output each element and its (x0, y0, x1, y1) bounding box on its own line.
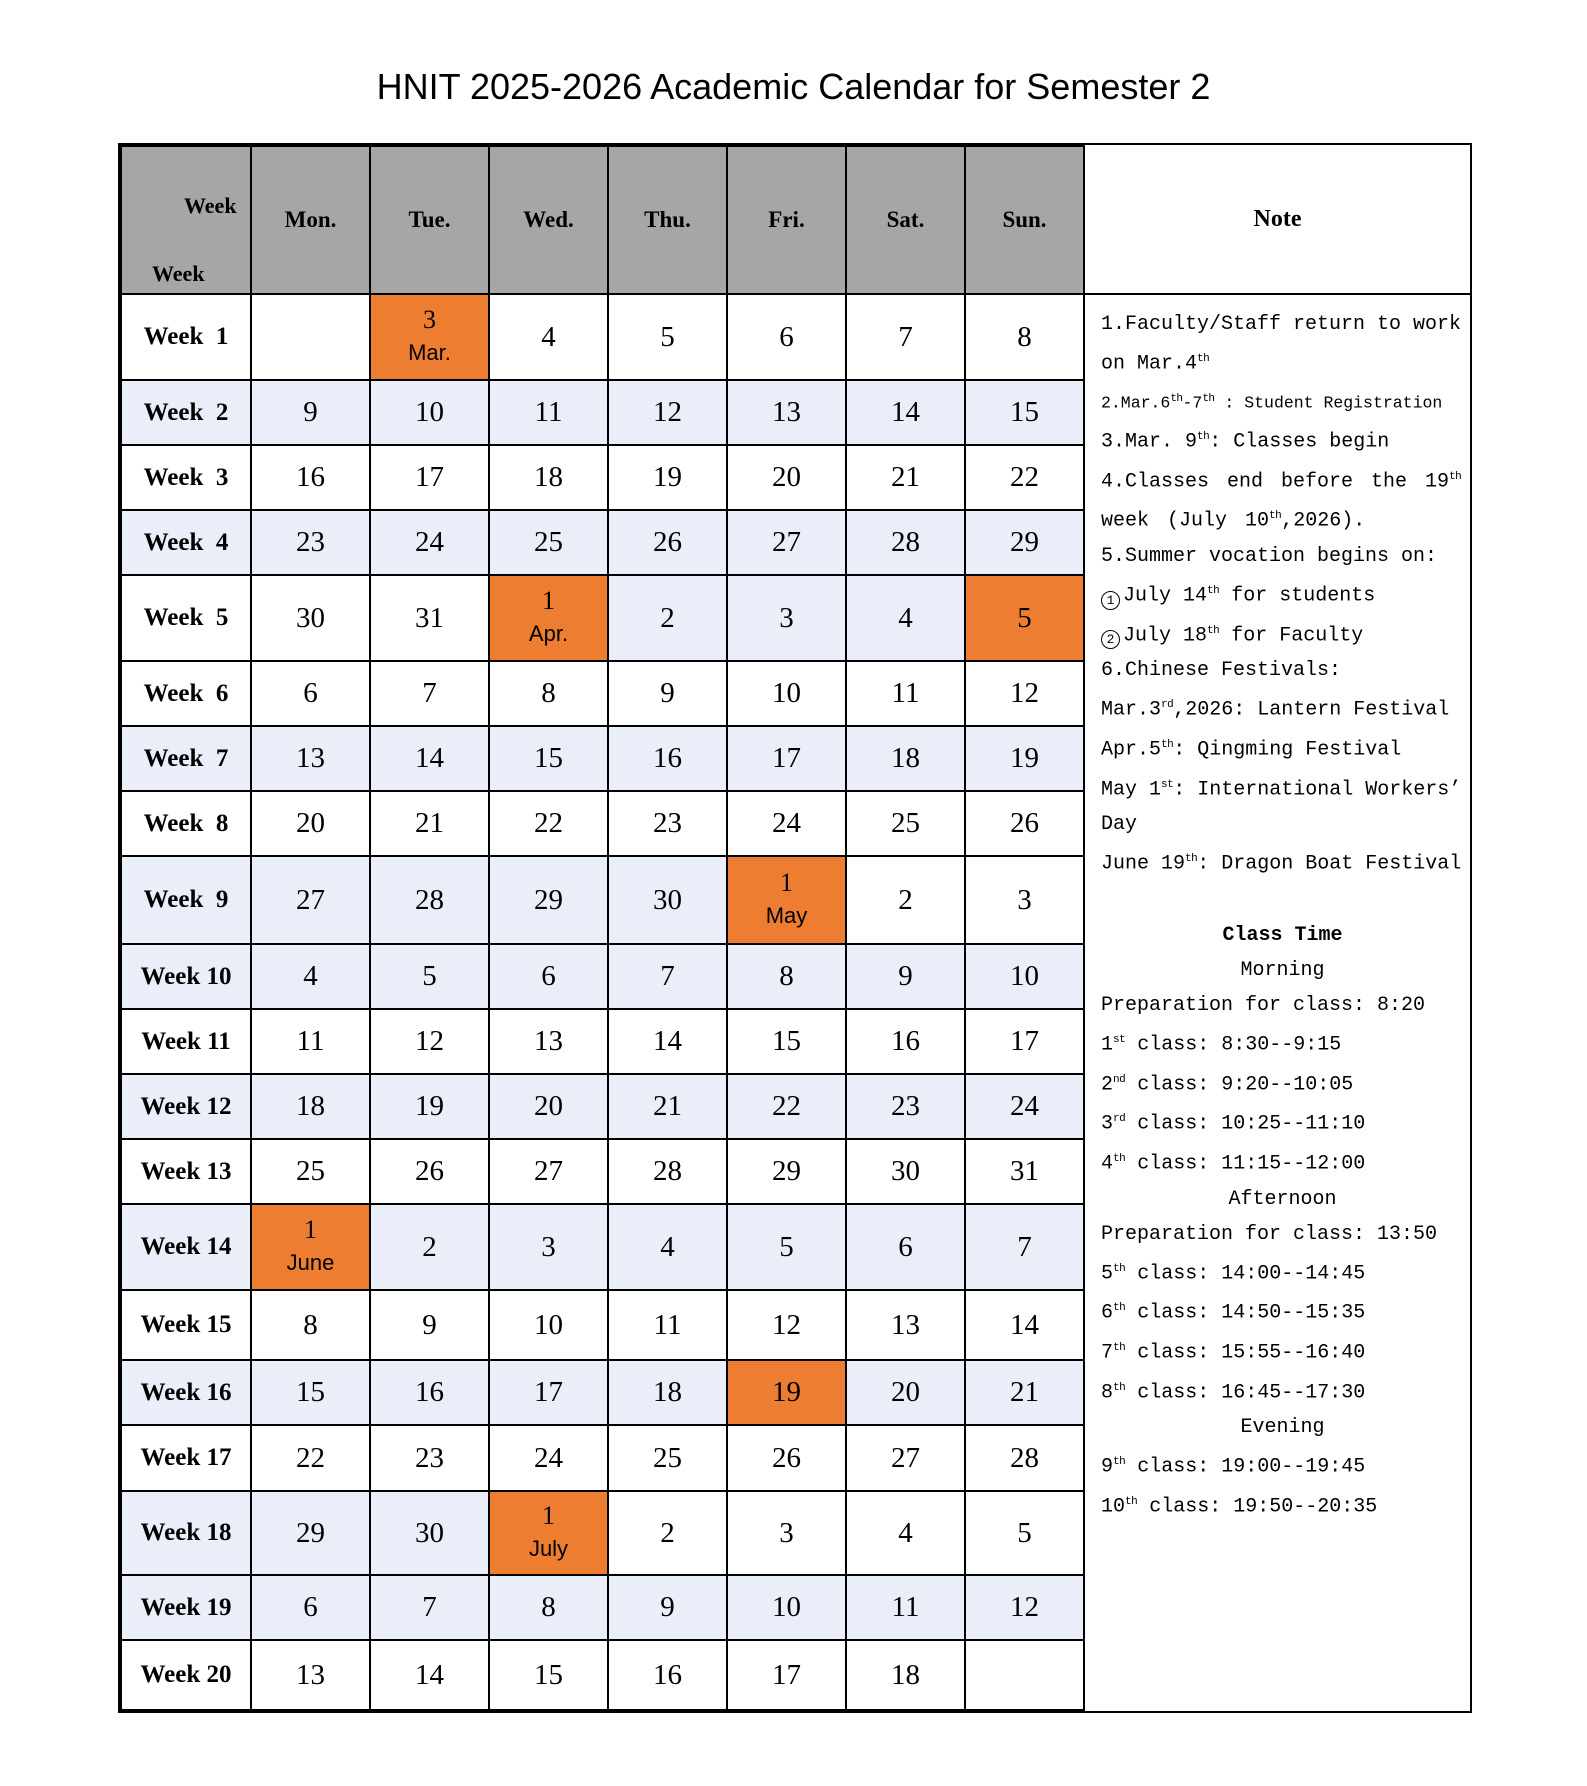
note-line: Preparation for class: 8:20 (1101, 994, 1426, 1018)
week-row (121, 726, 1084, 791)
day-cell: 17 (727, 726, 846, 791)
week-row (121, 1074, 1084, 1139)
note-line: Apr.5th: Qingming Festival (1101, 738, 1402, 762)
day-cell: 4 (846, 575, 965, 661)
day-cell: 11 (846, 661, 965, 726)
note-line: 2nd class: 9:20--10:05 (1101, 1073, 1354, 1097)
day-cell: 12 (608, 380, 727, 445)
day-cell: 6 (251, 1575, 370, 1640)
note-line: 8th class: 16:45--17:30 (1101, 1381, 1366, 1405)
note-line: Afternoon (1228, 1187, 1337, 1211)
corner-header-cell (121, 146, 251, 294)
day-cell: 22 (965, 445, 1084, 510)
page-title: HNIT 2025-2026 Academic Calendar for Semester 2 (376, 66, 1211, 107)
day-cell: 24 (370, 510, 489, 575)
day-cell: 10 (965, 944, 1084, 1009)
day-cell: 22 (251, 1425, 370, 1491)
day-cell: 13 (727, 380, 846, 445)
month-start-cell-apr (489, 575, 608, 661)
day-cell: 20 (251, 791, 370, 856)
day-cell: 15 (489, 1640, 608, 1710)
month-start-cell-june (251, 1204, 370, 1290)
day-header-sun: Sun. (965, 146, 1084, 294)
day-cell: 24 (489, 1425, 608, 1491)
circled-number: 2 (1101, 630, 1120, 649)
note-line: Mar.3rd,2026: Lantern Festival (1101, 699, 1450, 723)
day-cell: 26 (608, 510, 727, 575)
day-cell: 7 (608, 944, 727, 1009)
day-cell: 28 (965, 1425, 1084, 1491)
week-row (121, 510, 1084, 575)
day-cell: 4 (608, 1204, 727, 1290)
day-cell: 31 (965, 1139, 1084, 1204)
week-label: Week 20 (121, 1640, 251, 1710)
month-name: Apr. (528, 621, 569, 646)
day-cell: 11 (846, 1575, 965, 1640)
note-line: 7th class: 15:55--16:40 (1101, 1341, 1366, 1365)
note-line: May 1st: International Workers’ (1101, 778, 1462, 802)
day-cell: 10 (489, 1290, 608, 1360)
note-line: Evening (1240, 1416, 1325, 1440)
note-spacer (1101, 882, 1464, 918)
day-cell: 30 (370, 1491, 489, 1575)
day-cell: 3 (965, 856, 1084, 944)
day-cell: 13 (489, 1009, 608, 1074)
day-cell: 15 (489, 726, 608, 791)
note-line: 2.Mar.6th-7th : Student Registration (1101, 392, 1443, 413)
week-label: Week 8 (121, 791, 251, 856)
week-label: Week 5 (121, 575, 251, 661)
day-cell: 2 (846, 856, 965, 944)
month-start-cell-may (727, 856, 846, 944)
week-label: Week 2 (121, 380, 251, 445)
note-line: 3rd class: 10:25--11:10 (1101, 1113, 1366, 1137)
day-cell: 16 (846, 1009, 965, 1074)
day-cell: 29 (965, 510, 1084, 575)
day-cell: 26 (370, 1139, 489, 1204)
day-cell: 2 (608, 575, 727, 661)
day-cell: 18 (846, 1640, 965, 1710)
note-line: Morning (1240, 959, 1325, 983)
week-label: Week 11 (121, 1009, 251, 1074)
note-line: Class Time (1222, 924, 1343, 948)
day-header-tue: Tue. (370, 146, 489, 294)
day-cell: 21 (370, 791, 489, 856)
day-cell: 14 (846, 380, 965, 445)
day-cell: 8 (727, 944, 846, 1009)
day-cell: 21 (965, 1360, 1084, 1425)
day-cell: 8 (251, 1290, 370, 1360)
day-cell: 15 (727, 1009, 846, 1074)
week-label: Week 17 (121, 1425, 251, 1491)
day-cell: 14 (370, 1640, 489, 1710)
week-row (121, 380, 1084, 445)
day-cell: 17 (965, 1009, 1084, 1074)
day-cell: 16 (251, 445, 370, 510)
calendar-grid (120, 145, 1085, 1711)
day-cell: 24 (965, 1074, 1084, 1139)
day-cell: 5 (608, 294, 727, 380)
day-cell: 18 (489, 445, 608, 510)
day-cell: 16 (608, 1640, 727, 1710)
day-cell: 5 (370, 944, 489, 1009)
day-cell: 27 (251, 856, 370, 944)
day-cell: 4 (846, 1491, 965, 1575)
day-cell: 2 (608, 1491, 727, 1575)
day-cell: 10 (727, 661, 846, 726)
day-cell: 25 (489, 510, 608, 575)
day-cell: 19 (608, 445, 727, 510)
day-cell: 11 (489, 380, 608, 445)
day-cell: 11 (251, 1009, 370, 1074)
day-cell: 9 (370, 1290, 489, 1360)
day-header-fri: Fri. (727, 146, 846, 294)
day-cell: 15 (251, 1360, 370, 1425)
day-cell: 31 (370, 575, 489, 661)
week-row (121, 1204, 1084, 1290)
day-cell: 6 (489, 944, 608, 1009)
note-header: Note (1085, 145, 1470, 295)
day-cell: 6 (251, 661, 370, 726)
corner-label-week-top: Week (184, 193, 237, 218)
week-label: Week 7 (121, 726, 251, 791)
day-cell: 3 (489, 1204, 608, 1290)
week-label: Week 19 (121, 1575, 251, 1640)
month-name: July (528, 1536, 569, 1561)
note-line: 9th class: 19:00--19:45 (1101, 1455, 1366, 1479)
day-header-thu: Thu. (608, 146, 727, 294)
day-cell: 9 (251, 380, 370, 445)
note-line: on Mar.4th (1101, 352, 1210, 376)
day-cell: 8 (489, 1575, 608, 1640)
empty-cell (965, 1640, 1084, 1710)
week-label: Week 9 (121, 856, 251, 944)
week-label: Week 12 (121, 1074, 251, 1139)
day-header-mon: Mon. (251, 146, 370, 294)
day-cell: 11 (608, 1290, 727, 1360)
day-cell: 23 (370, 1425, 489, 1491)
note-line: June 19th: Dragon Boat Festival (1101, 853, 1462, 877)
calendar-body (121, 294, 1084, 1710)
week-label: Week 4 (121, 510, 251, 575)
day-cell: 30 (608, 856, 727, 944)
day-cell: 12 (370, 1009, 489, 1074)
week-row (121, 1009, 1084, 1074)
day-cell: 3 (727, 575, 846, 661)
week-row (121, 944, 1084, 1009)
day-cell: 26 (965, 791, 1084, 856)
week-row (121, 1360, 1084, 1425)
day-cell: 30 (846, 1139, 965, 1204)
day-cell: 12 (727, 1290, 846, 1360)
note-line: Preparation for class: 13:50 (1101, 1222, 1438, 1246)
day-cell: 9 (608, 661, 727, 726)
month-name: June (286, 1250, 335, 1275)
week-label: Week 13 (121, 1139, 251, 1204)
day-cell: 20 (727, 445, 846, 510)
day-cell: 23 (846, 1074, 965, 1139)
note-line: 6th class: 14:50--15:35 (1101, 1302, 1366, 1325)
note-line: week (July 10th,2026). (1101, 510, 1366, 534)
week-row (121, 1575, 1084, 1640)
note-line: 6.Chinese Festivals: (1101, 659, 1342, 683)
week-label: Week 6 (121, 661, 251, 726)
note-line: 4.Classes end before the 19th (1101, 470, 1462, 494)
week-row (121, 445, 1084, 510)
note-body (1085, 295, 1470, 1711)
day-cell: 6 (727, 294, 846, 380)
week-row (121, 1491, 1084, 1575)
month-name: May (765, 903, 808, 928)
week-row (121, 1139, 1084, 1204)
day-cell: 8 (965, 294, 1084, 380)
day-cell: 7 (846, 294, 965, 380)
week-label: Week 1 (121, 294, 251, 380)
note-column (1085, 145, 1470, 1711)
day-cell: 14 (965, 1290, 1084, 1360)
day-cell: 21 (608, 1074, 727, 1139)
day-cell: 5 (965, 1491, 1084, 1575)
day-cell: 20 (846, 1360, 965, 1425)
note-line: 4th class: 11:15--12:00 (1101, 1152, 1366, 1176)
week-row (121, 661, 1084, 726)
day-cell: 12 (965, 661, 1084, 726)
holiday-cell: 19 (727, 1360, 846, 1425)
note-line: 1st class: 8:30--9:15 (1101, 1033, 1342, 1057)
day-number: 1 (780, 868, 793, 897)
day-cell: 20 (489, 1074, 608, 1139)
day-cell: 27 (846, 1425, 965, 1491)
day-cell: 4 (251, 944, 370, 1009)
day-cell: 10 (727, 1575, 846, 1640)
day-cell: 30 (251, 575, 370, 661)
day-cell: 17 (370, 445, 489, 510)
day-cell: 13 (846, 1290, 965, 1360)
day-cell: 18 (251, 1074, 370, 1139)
month-start-cell-mar (370, 294, 489, 380)
note-line: 1.Faculty/Staff return to work (1101, 313, 1462, 336)
week-label: Week 15 (121, 1290, 251, 1360)
day-number: 3 (423, 305, 436, 334)
day-cell: 3 (727, 1491, 846, 1575)
day-cell: 18 (846, 726, 965, 791)
day-cell: 16 (608, 726, 727, 791)
day-cell: 27 (489, 1139, 608, 1204)
note-line: 3.Mar. 9th: Classes begin (1101, 430, 1390, 454)
week-row (121, 1640, 1084, 1710)
week-row (121, 575, 1084, 661)
day-header-wed: Wed. (489, 146, 608, 294)
day-cell: 24 (727, 791, 846, 856)
corner-label-week-bottom: Week (152, 261, 205, 286)
empty-cell (251, 294, 370, 380)
day-cell: 22 (489, 791, 608, 856)
day-cell: 25 (251, 1139, 370, 1204)
day-cell: 28 (846, 510, 965, 575)
day-number: 1 (542, 1501, 555, 1530)
day-cell: 13 (251, 726, 370, 791)
day-cell: 25 (608, 1425, 727, 1491)
month-name: Mar. (408, 340, 451, 365)
day-number: 1 (542, 586, 555, 615)
day-cell: 2 (370, 1204, 489, 1290)
day-cell: 7 (965, 1204, 1084, 1290)
day-cell: 4 (489, 294, 608, 380)
day-cell: 27 (727, 510, 846, 575)
day-cell: 6 (846, 1204, 965, 1290)
day-cell: 29 (727, 1139, 846, 1204)
day-cell: 19 (370, 1074, 489, 1139)
day-cell: 28 (608, 1139, 727, 1204)
note-line: 2 July 18th for Faculty (1101, 614, 1464, 654)
week-row (121, 294, 1084, 380)
day-cell: 18 (608, 1360, 727, 1425)
day-cell: 7 (370, 1575, 489, 1640)
day-cell: 8 (489, 661, 608, 726)
day-cell: 29 (251, 1491, 370, 1575)
day-cell: 19 (965, 726, 1084, 791)
week-row (121, 856, 1084, 944)
week-label: Week 18 (121, 1491, 251, 1575)
day-cell: 25 (846, 791, 965, 856)
day-cell: 13 (251, 1640, 370, 1710)
day-cell: 14 (608, 1009, 727, 1074)
day-cell: 9 (846, 944, 965, 1009)
week-row (121, 791, 1084, 856)
day-header-sat: Sat. (846, 146, 965, 294)
day-cell: 14 (370, 726, 489, 791)
academic-calendar-table (118, 143, 1472, 1713)
week-row (121, 1425, 1084, 1491)
day-cell: 23 (608, 791, 727, 856)
day-cell: 9 (608, 1575, 727, 1640)
circled-number: 1 (1101, 591, 1120, 610)
day-cell: 16 (370, 1360, 489, 1425)
day-cell: 28 (370, 856, 489, 944)
week-label: Week 14 (121, 1204, 251, 1290)
day-cell: 26 (727, 1425, 846, 1491)
day-cell: 17 (489, 1360, 608, 1425)
day-cell: 10 (370, 380, 489, 445)
day-cell: 15 (965, 380, 1084, 445)
month-start-cell-july (489, 1491, 608, 1575)
week-label: Week 10 (121, 944, 251, 1009)
week-row (121, 1290, 1084, 1360)
day-cell: 29 (489, 856, 608, 944)
note-line: 5.Summer vocation begins on: (1101, 545, 1438, 569)
day-number: 1 (304, 1215, 317, 1244)
header-row (121, 146, 1084, 294)
day-cell: 23 (251, 510, 370, 575)
week-label: Week 16 (121, 1360, 251, 1425)
week-label: Week 3 (121, 445, 251, 510)
day-cell: 22 (727, 1074, 846, 1139)
day-cell: 12 (965, 1575, 1084, 1640)
day-cell: 17 (727, 1640, 846, 1710)
day-cell: 5 (727, 1204, 846, 1290)
holiday-cell: 5 (965, 575, 1084, 661)
note-line: Day (1101, 813, 1138, 837)
note-line: 10th class: 19:50--20:35 (1101, 1495, 1378, 1519)
note-line: 5th class: 14:00--14:45 (1101, 1262, 1366, 1286)
note-line: 1 July 14th for students (1101, 574, 1464, 614)
day-cell: 7 (370, 661, 489, 726)
day-cell: 21 (846, 445, 965, 510)
